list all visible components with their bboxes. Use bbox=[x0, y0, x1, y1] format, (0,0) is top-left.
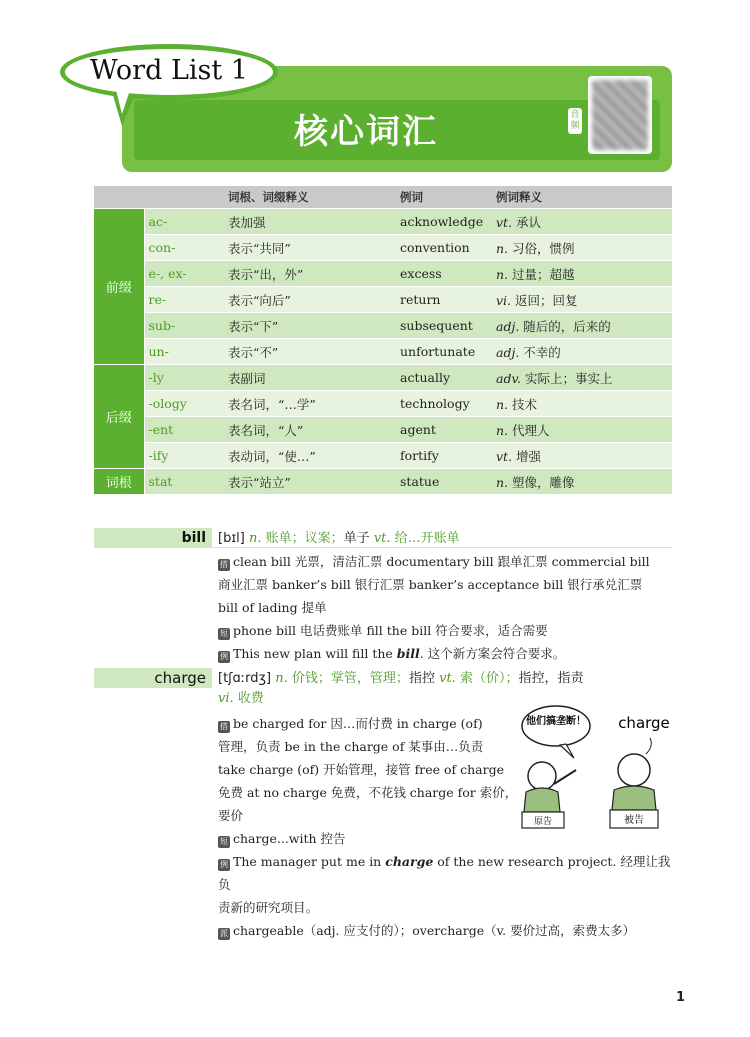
phonetic: [tʃɑːrdʒ] bbox=[218, 671, 272, 686]
speech-text: 他们搞垄断！ bbox=[526, 716, 586, 727]
gloss-cell: adj. 不幸的 bbox=[492, 339, 672, 365]
meaning-cell: 表动词，“使…” bbox=[224, 443, 396, 469]
gloss-cell: vt. 增强 bbox=[492, 443, 672, 469]
entry-body: 搭 clean bill 光票，清洁汇票 documentary bill 跟单汇票 commercial bill 商业汇票 banker’s bill 银行汇票 banker’s acceptance bill 银行承兑汇票 bill of lading 提单 短 phone bill 电话费账单 fill the bill 符合要求，适合需要 例 This new plan will fill the bill. 这个新方案会符合要求。 bbox=[218, 550, 672, 665]
table-row bbox=[94, 261, 672, 287]
collocations: 搭 clean bill 光票，清洁汇票 documentary bill 跟单汇票 commercial bill bbox=[220, 554, 650, 569]
headword: charge bbox=[94, 668, 212, 688]
page-number: 1 bbox=[676, 990, 686, 1005]
gloss-cell: n. 塑像，雕像 bbox=[492, 469, 672, 495]
gloss-cell: n. 习俗，惯例 bbox=[492, 235, 672, 261]
example-cell: fortify bbox=[396, 443, 492, 469]
defendant-label: 被告 bbox=[624, 815, 644, 826]
table-row bbox=[94, 209, 672, 235]
affix-cell: sub- bbox=[144, 313, 224, 339]
category-suffix: 后缀 bbox=[94, 365, 144, 469]
example-marker-icon: 例 bbox=[220, 652, 228, 661]
table-row bbox=[94, 391, 672, 417]
category-root: 词根 bbox=[94, 469, 144, 495]
affix-cell: -ify bbox=[144, 443, 224, 469]
cartoon-label: charge bbox=[618, 714, 670, 732]
header-cell bbox=[144, 186, 224, 209]
category-prefix: 前缀 bbox=[94, 209, 144, 365]
example-cell: technology bbox=[396, 391, 492, 417]
word-list-bubble bbox=[60, 44, 278, 100]
gloss-cell: adj. 随后的，后来的 bbox=[492, 313, 672, 339]
derivatives: 派 chargeable（adj. 应支付的）；overcharge（v. 要价过高，索费太多） bbox=[220, 923, 636, 938]
affix-cell: e-, ex- bbox=[144, 261, 224, 287]
defendant-head bbox=[618, 754, 650, 786]
example-cell: unfortunate bbox=[396, 339, 492, 365]
meaning-cell: 表名词，“…学” bbox=[224, 391, 396, 417]
example-cell: statue bbox=[396, 469, 492, 495]
entry-bill bbox=[94, 528, 672, 662]
plaintiff-body bbox=[524, 788, 560, 812]
steam-line bbox=[646, 738, 651, 754]
table-row bbox=[94, 339, 672, 365]
gloss-cell: n. 技术 bbox=[492, 391, 672, 417]
meaning-cell: 表示“共同” bbox=[224, 235, 396, 261]
affix-cell: -ent bbox=[144, 417, 224, 443]
table-header-row bbox=[94, 186, 672, 209]
example-cell: subsequent bbox=[396, 313, 492, 339]
affix-cell: con- bbox=[144, 235, 224, 261]
table-row bbox=[94, 443, 672, 469]
gloss-cell: n. 过量；超越 bbox=[492, 261, 672, 287]
derivative-marker-icon: 派 bbox=[220, 929, 228, 938]
meaning-cell: 表示“站立” bbox=[224, 469, 396, 495]
collocations: 搭 be charged for 因…而付费 in charge (of) bbox=[220, 716, 483, 731]
qr-code bbox=[588, 76, 652, 154]
example-cell: acknowledge bbox=[396, 209, 492, 235]
meaning-cell: 表加强 bbox=[224, 209, 396, 235]
pointing-arm bbox=[554, 770, 576, 784]
meaning-cell: 表示“下” bbox=[224, 313, 396, 339]
example-cell: actually bbox=[396, 365, 492, 391]
entry-charge bbox=[94, 668, 672, 938]
header-cell: 词根、词缀释义 bbox=[224, 186, 396, 209]
definition-line: [tʃɑːrdʒ] n. 价钱；掌管，管理；指控 vt. 索（价）；指控，指责 vi. 收费 bbox=[218, 671, 584, 706]
table-row bbox=[94, 287, 672, 313]
defendant-body bbox=[612, 786, 656, 810]
affix-cell: -ology bbox=[144, 391, 224, 417]
bubble-tail-inner bbox=[116, 90, 130, 114]
gloss-cell: n. 代理人 bbox=[492, 417, 672, 443]
meaning-cell: 表副词 bbox=[224, 365, 396, 391]
plaintiff-label: 原告 bbox=[533, 817, 553, 827]
table-row bbox=[94, 235, 672, 261]
example-cell: return bbox=[396, 287, 492, 313]
meaning-cell: 表示“向后” bbox=[224, 287, 396, 313]
table-row bbox=[94, 365, 672, 391]
gloss-cell: vt. 承认 bbox=[492, 209, 672, 235]
word-list-label: Word List 1 bbox=[90, 55, 248, 86]
example-marker-icon: 例 bbox=[220, 860, 228, 869]
collocation-marker-icon: 搭 bbox=[220, 560, 228, 569]
example-cell: excess bbox=[396, 261, 492, 287]
table-row bbox=[94, 469, 672, 495]
speech-tail bbox=[560, 744, 574, 758]
example-cell: agent bbox=[396, 417, 492, 443]
example-sentence: 例 This new plan will fill the bill. 这个新方案会符合要求。 bbox=[220, 646, 566, 661]
meaning-cell: 表名词，“人” bbox=[224, 417, 396, 443]
lawsuit-cartoon bbox=[514, 704, 674, 834]
qr-label: 音频 bbox=[568, 108, 582, 134]
definition-line: [bɪl] n. 账单；议案；单子 vt. 给…开账单 bbox=[218, 531, 460, 546]
gloss-cell: vi. 返回；回复 bbox=[492, 287, 672, 313]
headword: bill bbox=[94, 528, 212, 548]
phrase-marker-icon: 短 bbox=[220, 837, 228, 846]
header-cell: 例词 bbox=[396, 186, 492, 209]
page-title: 核心词汇 bbox=[294, 112, 438, 152]
table-row bbox=[94, 417, 672, 443]
plaintiff-head bbox=[528, 762, 556, 790]
gloss-cell: adv. 实际上；事实上 bbox=[492, 365, 672, 391]
affix-cell: re- bbox=[144, 287, 224, 313]
affix-cell: ac- bbox=[144, 209, 224, 235]
affix-cell: stat bbox=[144, 469, 224, 495]
affix-cell: -ly bbox=[144, 365, 224, 391]
phrases: 短 charge...with 控告 bbox=[220, 831, 346, 846]
table-row bbox=[94, 313, 672, 339]
header-cell bbox=[94, 186, 144, 209]
affix-cell: un- bbox=[144, 339, 224, 365]
entry-body: 搭 be charged for 因…而付费 in charge (of) 管理，负责 be in the charge of 某事由…负责 take charge (of) 开始管理，接管 free of charge 免费 at no charge 免费，不花钱 charge for 索价， 要价 短 charge...with 控告 例 The manager put me in charge of the new research project. 经理让我负 责新的研究项目。 派 chargeable（adj. 应支付的）；overcharge（v. 要价过高，索费太多） bbox=[218, 712, 672, 942]
example-cell: convention bbox=[396, 235, 492, 261]
meaning-cell: 表示“不” bbox=[224, 339, 396, 365]
phonetic: [bɪl] bbox=[218, 531, 245, 546]
banner-inner bbox=[134, 100, 660, 160]
phrase-marker-icon: 短 bbox=[220, 629, 228, 638]
meaning-cell: 表示“出，外” bbox=[224, 261, 396, 287]
collocation-marker-icon: 搭 bbox=[220, 722, 228, 731]
roots-table bbox=[94, 186, 672, 495]
example-sentence: 例 The manager put me in charge of the new research project. 经理让我负 bbox=[218, 854, 671, 892]
header-cell: 例词释义 bbox=[492, 186, 672, 209]
phrases: 短 phone bill 电话费账单 fill the bill 符合要求，适合需要 bbox=[220, 623, 548, 638]
